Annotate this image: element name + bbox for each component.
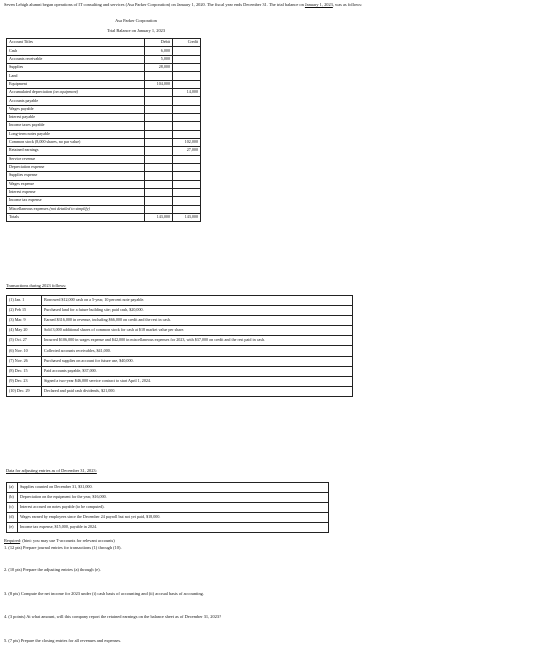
adjusting-text-cell: Interest accrued on notes payable (to be computed).	[18, 503, 329, 513]
table-row	[7, 147, 201, 155]
adjusting-table	[6, 482, 329, 533]
header-account: Account Titles	[7, 39, 145, 47]
table-row	[7, 172, 201, 180]
debit-cell	[145, 172, 173, 180]
transaction-text-cell: Earned $316,000 in revenue, including $66,000 on credit and the rest in cash.	[42, 316, 353, 326]
account-title-cell: Miscellaneous expenses (not detailed to simplify)	[7, 205, 145, 213]
adjusting-row	[7, 513, 329, 523]
transaction-date-cell: (5) Oct. 27	[7, 336, 42, 346]
debit-cell	[145, 88, 173, 96]
intro-text-end: , was as follows:	[332, 2, 363, 7]
transaction-date-cell: (3) Mar. 9	[7, 316, 42, 326]
table-row	[7, 88, 201, 96]
debit-cell	[145, 105, 173, 113]
transaction-row	[7, 336, 353, 346]
transaction-text-cell: Collected accounts receivables, $41,000.	[42, 346, 353, 356]
debit-cell	[145, 163, 173, 171]
required-item-1: 1. (12 pts) Prepare journal entries for transactions (1) through (10).	[4, 545, 122, 550]
table-row	[7, 97, 201, 105]
debit-cell	[145, 122, 173, 130]
adjusting-text-cell: Supplies counted on December 31, $31,000.	[18, 483, 329, 493]
table-row	[7, 130, 201, 138]
trial-balance-table	[6, 38, 201, 222]
account-title-cell: Depreciation expense	[7, 163, 145, 171]
trial-balance-title: Trial Balance on January 1, 2023	[106, 28, 166, 33]
account-title-cell: Supplies expense	[7, 172, 145, 180]
account-title-cell: Equipment	[7, 80, 145, 88]
account-title-cell: Interest payable	[7, 113, 145, 121]
credit-cell	[173, 55, 201, 63]
table-row	[7, 122, 201, 130]
transaction-row	[7, 306, 353, 316]
credit-cell	[173, 72, 201, 80]
transaction-date-cell: (2) Feb 15	[7, 306, 42, 316]
account-title-cell: Cash	[7, 47, 145, 55]
credit-cell	[173, 113, 201, 121]
table-row	[7, 138, 201, 146]
table-row	[7, 213, 201, 221]
debit-cell	[145, 188, 173, 196]
debit-cell	[145, 155, 173, 163]
adjusting-label-cell: (c)	[7, 503, 18, 513]
credit-cell	[173, 172, 201, 180]
company-name: Asa Parker Corporation	[115, 18, 157, 23]
account-title-cell: Interest expense	[7, 188, 145, 196]
adjusting-text-cell: Depreciation on the equipment for the year, $16,000.	[18, 493, 329, 503]
debit-cell	[145, 205, 173, 213]
credit-cell	[173, 47, 201, 55]
transaction-row	[7, 366, 353, 376]
table-row	[7, 47, 201, 55]
account-title-cell: Income tax expense	[7, 197, 145, 205]
adjusting-row	[7, 483, 329, 493]
transaction-row	[7, 356, 353, 366]
account-title-cell: Wages payable	[7, 105, 145, 113]
debit-cell	[145, 180, 173, 188]
credit-cell	[173, 80, 201, 88]
account-title-cell: Long-term notes payable	[7, 130, 145, 138]
credit-cell	[173, 188, 201, 196]
transaction-date-cell: (9) Dec. 23	[7, 376, 42, 386]
intro-paragraph	[4, 2, 362, 7]
transaction-text-cell: Purchased supplies on account for future use, $40,000.	[42, 356, 353, 366]
adjusting-row	[7, 503, 329, 513]
adjusting-row	[7, 523, 329, 533]
adjusting-text-cell: Income tax expense, $15,000, payable in 2024.	[18, 523, 329, 533]
transaction-row	[7, 296, 353, 306]
intro-text: Seven Lehigh alumni began operations of IT consulting and services (Asa Parker Corporation) on January 1, 2020. The fiscal year ends December 31. The trial balance on	[4, 2, 305, 7]
adjusting-text-cell: Wages earned by employees since the December 24 payroll but not yet paid, $18,000.	[18, 513, 329, 523]
credit-cell	[173, 205, 201, 213]
account-title-cell: Service revenue	[7, 155, 145, 163]
required-item-3: 3. (8 pts) Compute the net income for 2023 under (i) cash basis of accounting and (ii) accrual basis of accounting.	[4, 591, 204, 596]
transaction-row	[7, 316, 353, 326]
credit-cell	[173, 63, 201, 71]
credit-cell	[173, 155, 201, 163]
transaction-row	[7, 386, 353, 396]
table-row	[7, 63, 201, 71]
adjusting-label-cell: (a)	[7, 483, 18, 493]
credit-cell: 14,000	[173, 88, 201, 96]
transaction-text-cell: Declared and paid cash dividends, $21,000.	[42, 386, 353, 396]
credit-cell: 143,000	[173, 213, 201, 221]
debit-cell	[145, 97, 173, 105]
required-item-2: 2. (10 pts) Prepare the adjusting entries (a) through (e).	[4, 567, 101, 572]
credit-cell	[173, 122, 201, 130]
transaction-row	[7, 326, 353, 336]
debit-cell	[145, 113, 173, 121]
table-row	[7, 163, 201, 171]
credit-cell: 27,000	[173, 147, 201, 155]
table-row	[7, 155, 201, 163]
account-title-cell: Accumulated depreciation (on equipment)	[7, 88, 145, 96]
transaction-row	[7, 376, 353, 386]
adjusting-label-cell: (d)	[7, 513, 18, 523]
account-title-cell: Accounts payable	[7, 97, 145, 105]
required-label: Required	[4, 538, 21, 543]
debit-cell: 104,000	[145, 80, 173, 88]
transaction-date-cell: (10) Dec. 29	[7, 386, 42, 396]
account-title-cell: Common stock (8,000 shares, no par value)	[7, 138, 145, 146]
required-item-4: 4. (3 points) At what amount, will this company report the retained earnings on the balance sheet as of December 31, 2023?	[4, 614, 222, 619]
transaction-row	[7, 346, 353, 356]
adjusting-row	[7, 493, 329, 503]
transaction-date-cell: (6) Nov. 10	[7, 346, 42, 356]
credit-cell	[173, 105, 201, 113]
table-row	[7, 72, 201, 80]
account-title-cell: Income taxes payable	[7, 122, 145, 130]
table-header-row	[7, 39, 201, 47]
table-row	[7, 55, 201, 63]
required-item-5: 5. (7 pts) Prepare the closing entries for all revenues and expenses.	[4, 638, 122, 643]
debit-cell	[145, 138, 173, 146]
required-heading	[4, 538, 115, 543]
table-row	[7, 80, 201, 88]
table-row	[7, 180, 201, 188]
account-title-cell: Totals	[7, 213, 145, 221]
debit-cell: 5,000	[145, 55, 173, 63]
transactions-heading: Transactions during 2023 follows:	[6, 283, 67, 288]
required-hint: : (hint: you may use T-accounts for relevant accounts)	[20, 538, 115, 543]
transaction-date-cell: (7) Nov. 26	[7, 356, 42, 366]
account-title-cell: Supplies	[7, 63, 145, 71]
adjusting-heading: Data for adjusting entries as of December 31, 2023:	[6, 468, 97, 473]
transaction-date-cell: (1) Jan. 1	[7, 296, 42, 306]
credit-cell	[173, 130, 201, 138]
transactions-table	[6, 295, 353, 397]
transaction-text-cell: Paid accounts payable, $37,000.	[42, 366, 353, 376]
debit-cell: 28,000	[145, 63, 173, 71]
table-row	[7, 188, 201, 196]
account-title-cell: Wages expense	[7, 180, 145, 188]
credit-cell	[173, 97, 201, 105]
header-credit: Credit	[173, 39, 201, 47]
transaction-date-cell: (8) Dec. 15	[7, 366, 42, 376]
header-debit: Debit	[145, 39, 173, 47]
debit-cell	[145, 72, 173, 80]
table-row	[7, 105, 201, 113]
table-row	[7, 205, 201, 213]
credit-cell	[173, 163, 201, 171]
table-row	[7, 197, 201, 205]
debit-cell	[145, 197, 173, 205]
credit-cell	[173, 197, 201, 205]
table-row	[7, 113, 201, 121]
debit-cell: 143,000	[145, 213, 173, 221]
account-title-cell: Land	[7, 72, 145, 80]
transaction-text-cell: Signed a two-year $46,000 service contract to start April 1, 2024.	[42, 376, 353, 386]
debit-cell	[145, 130, 173, 138]
transaction-text-cell: Purchased land for a future building site; paid cash, $20,000.	[42, 306, 353, 316]
credit-cell: 102,000	[173, 138, 201, 146]
transaction-date-cell: (4) May 20	[7, 326, 42, 336]
credit-cell	[173, 180, 201, 188]
transaction-text-cell: Borrowed $12,000 cash on a 5-year, 10 percent note payable.	[42, 296, 353, 306]
debit-cell	[145, 147, 173, 155]
adjusting-label-cell: (b)	[7, 493, 18, 503]
debit-cell: 6,000	[145, 47, 173, 55]
transaction-text-cell: Sold 3,000 additional shares of common stock for cash at $18 market value per share.	[42, 326, 353, 336]
transaction-text-cell: Incurred $106,000 in wages expense and $42,000 in miscellaneous expenses for 2023, with $37,000 on credit and the rest paid in cash.	[42, 336, 353, 346]
intro-date: January 1, 2023	[304, 2, 333, 7]
account-title-cell: Retained earnings	[7, 147, 145, 155]
account-title-cell: Accounts receivable	[7, 55, 145, 63]
adjusting-label-cell: (e)	[7, 523, 18, 533]
